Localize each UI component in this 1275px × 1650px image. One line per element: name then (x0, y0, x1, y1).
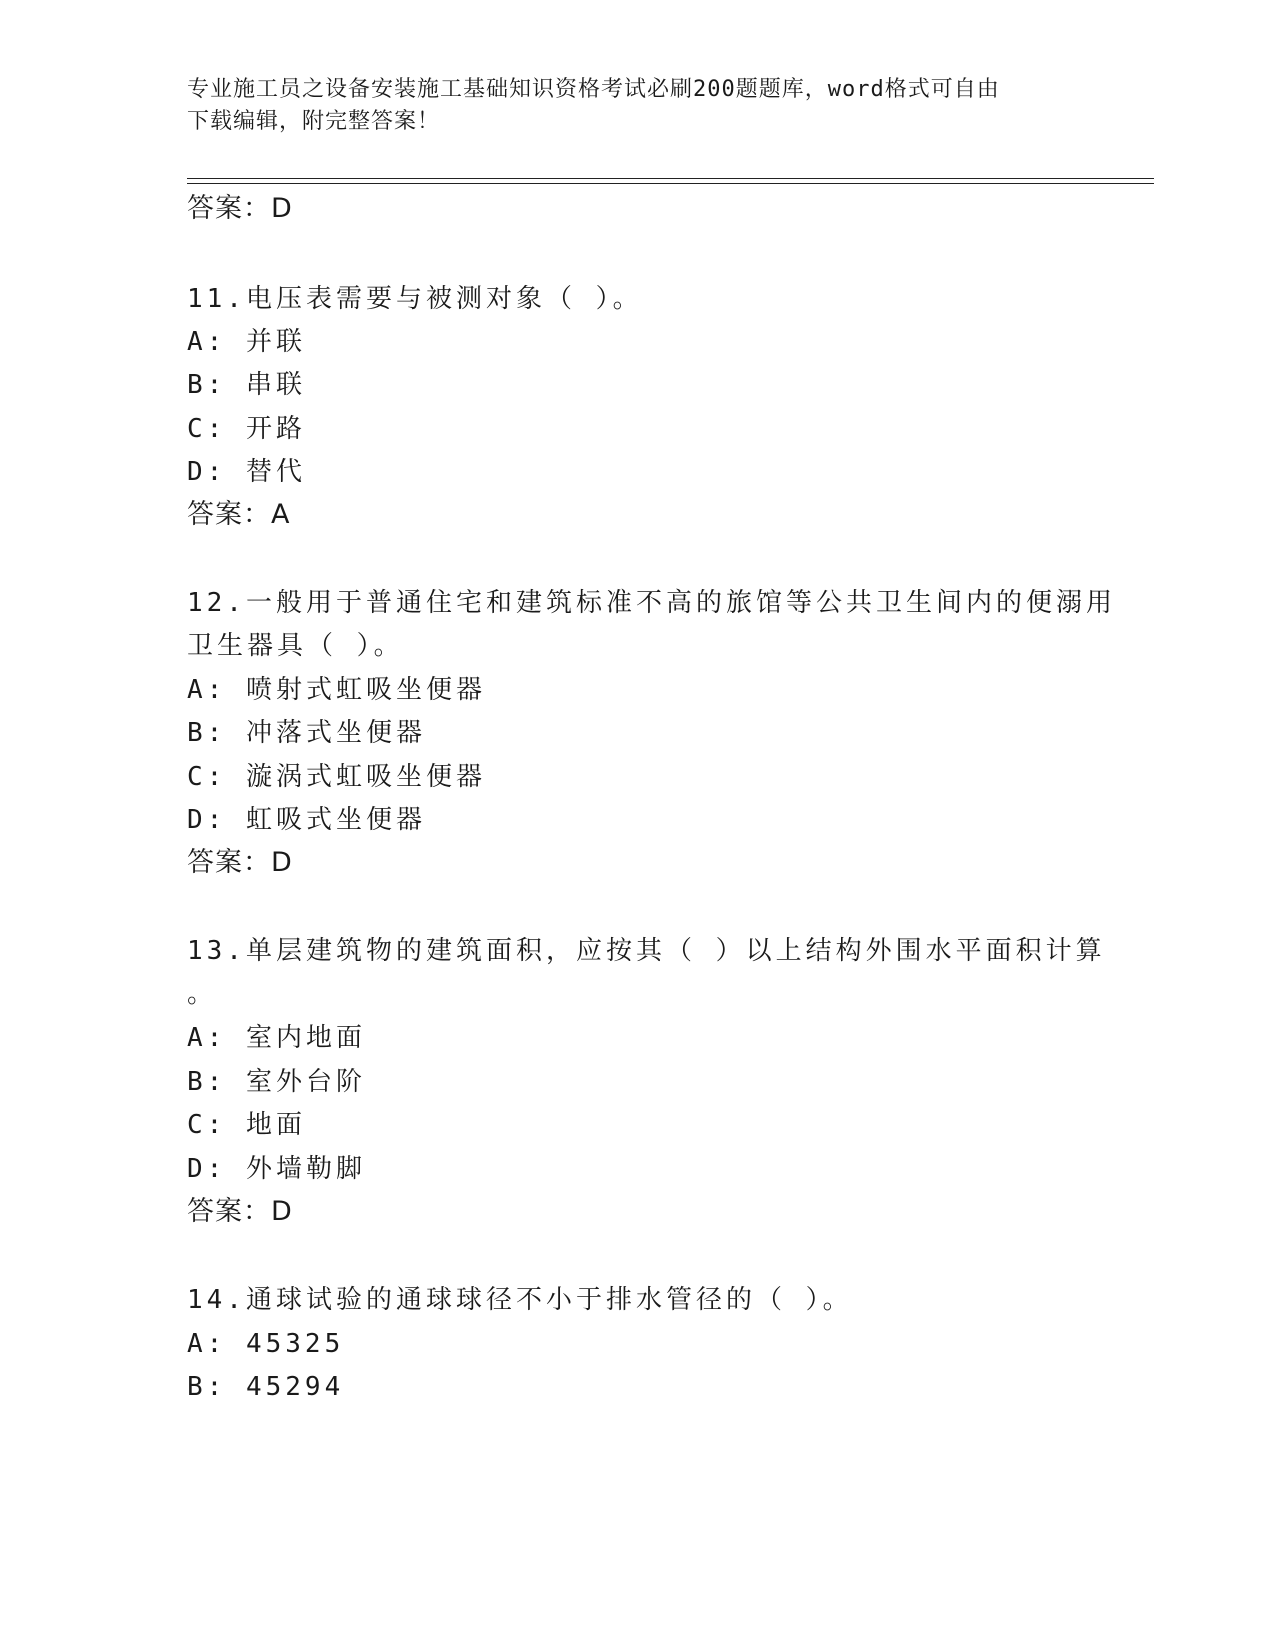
header-divider-bottom (187, 183, 1154, 184)
question-stem: 12.一般用于普通住宅和建筑标准不高的旅馆等公共卫生间内的便溺用 (187, 588, 1116, 618)
answer-line: 答案：A (187, 499, 291, 530)
answer-line: 答案：D (187, 193, 293, 224)
header-line-2: 下载编辑，附完整答案！ (187, 109, 441, 134)
option-d: D: 替代 (187, 457, 306, 487)
header-divider-top (187, 178, 1154, 179)
option-a: A: 45325 (187, 1329, 345, 1359)
option-d: D: 虹吸式坐便器 (187, 805, 426, 835)
question-stem: 13.单层建筑物的建筑面积，应按其（ ）以上结构外围水平面积计算 (187, 936, 1106, 966)
option-b: B: 串联 (187, 370, 306, 400)
option-d: D: 外墙勒脚 (187, 1154, 366, 1184)
option-b: B: 室外台阶 (187, 1067, 366, 1097)
option-a: A: 室内地面 (187, 1023, 366, 1053)
answer-line: 答案：D (187, 1196, 293, 1227)
option-b: B: 冲落式坐便器 (187, 718, 426, 748)
option-c: C: 开路 (187, 414, 306, 444)
answer-line: 答案：D (187, 847, 293, 878)
question-stem: 14.通球试验的通球球径不小于排水管径的（ ）。 (187, 1285, 853, 1315)
option-c: C: 地面 (187, 1110, 306, 1140)
option-a: A: 喷射式虹吸坐便器 (187, 675, 486, 705)
document-header (187, 74, 1067, 138)
option-b: B: 45294 (187, 1372, 345, 1402)
question-stem-continued: 卫生器具（ ）。 (187, 631, 404, 661)
header-line-1: 专业施工员之设备安装施工基础知识资格考试必刷200题题库，word格式可自由 (187, 77, 1000, 102)
question-stem-continued: 。 (187, 979, 218, 1009)
option-a: A: 并联 (187, 327, 306, 357)
option-c: C: 漩涡式虹吸坐便器 (187, 762, 486, 792)
question-stem: 11.电压表需要与被测对象（ ）。 (187, 284, 643, 314)
